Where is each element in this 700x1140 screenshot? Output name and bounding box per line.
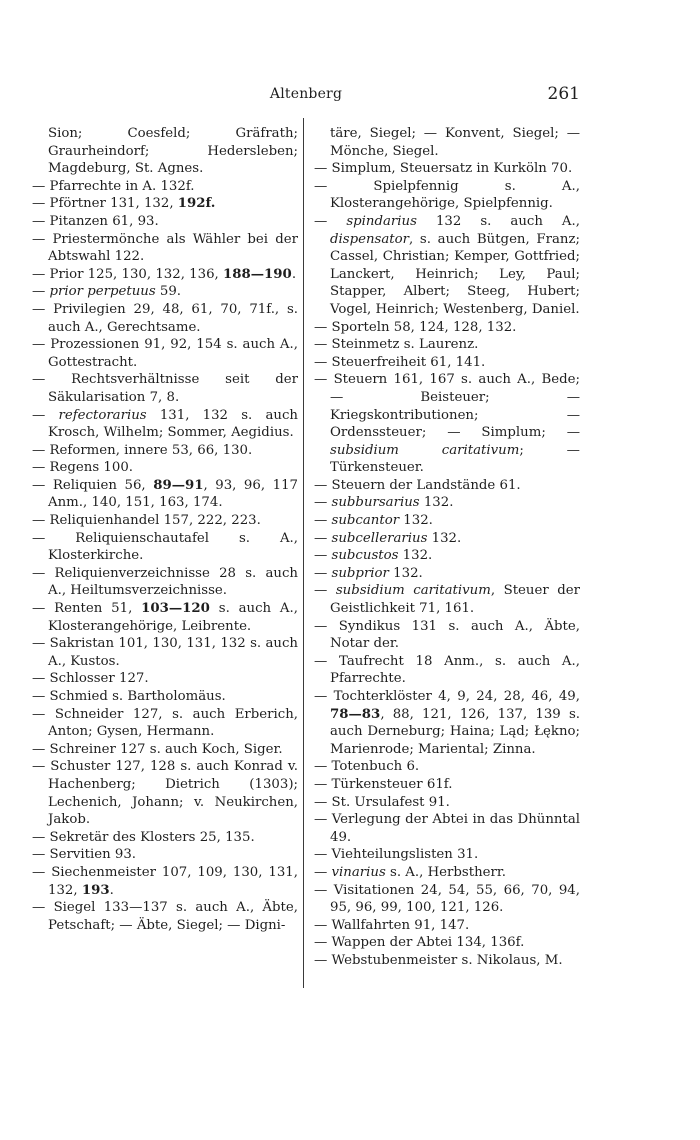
- entry-text: — Sakristan 101, 130, 131, 132 s. auch A., Kustos.: [32, 636, 298, 669]
- index-entry: [32, 301, 298, 336]
- entry-text: — Schreiner 127 s. auch Koch, Siger.: [32, 741, 283, 757]
- entry-text: — Siechenmeister 107, 109, 130, 131, 132,: [32, 864, 298, 898]
- entry-text: — Prior 125, 130, 132, 136,: [32, 266, 223, 282]
- page-header: [32, 86, 580, 110]
- index-entry: [314, 776, 580, 794]
- index-entry: [314, 653, 580, 688]
- latin-term: dispensator: [330, 231, 409, 247]
- index-entry: [32, 706, 298, 741]
- bold-page-ref: 192f.: [177, 196, 216, 212]
- entry-text: — Türkensteuer 61f.: [314, 776, 453, 792]
- index-entry: [32, 530, 298, 565]
- index-entry: [32, 178, 298, 196]
- entry-text: , 88, 121, 126, 137, 139 s. auch Derneburg; Haina; Ląd; Łękno; Marienrode; Mariental; Zinna.: [330, 706, 580, 757]
- entry-text: — Wappen der Abtei 134, 136f.: [314, 935, 525, 951]
- entry-text: — Viehteilungslisten 31.: [314, 847, 479, 863]
- entry-text: — Taufrecht 18 Anm., s. auch A., Pfarrechte.: [314, 653, 580, 687]
- entry-text: — Siegel 133—137 s. auch A., Äbte, Petschaft; — Äbte, Siegel; — Digni-: [32, 900, 298, 933]
- entry-text: täre, Siegel; — Konvent, Siegel; — Mönche, Siegel.: [330, 126, 580, 159]
- entry-text: — Syndikus 131 s. auch A., Äbte, Notar der.: [314, 618, 580, 652]
- entry-text: —: [314, 864, 332, 880]
- index-entry: [314, 758, 580, 776]
- bold-page-ref: 89—91: [153, 477, 204, 493]
- index-entry: [314, 512, 580, 530]
- entry-text: — Servitien 93.: [32, 847, 137, 863]
- entry-text: — Schmied s. Bartholomäus.: [32, 689, 226, 704]
- entry-text: , Steuer der Geistlichkeit 71, 161.: [330, 583, 580, 617]
- bold-page-ref: 188—190: [223, 266, 292, 282]
- index-entry: [314, 688, 580, 758]
- entry-text: 132.: [419, 495, 454, 511]
- index-entry: [32, 231, 298, 266]
- latin-term: subbursarius: [331, 495, 420, 511]
- entry-text: —: [314, 530, 332, 546]
- index-entry: [32, 442, 298, 460]
- index-entry: [314, 582, 580, 617]
- entry-text: —: [314, 565, 332, 581]
- index-entry: [32, 864, 298, 899]
- index-columns: [32, 125, 580, 970]
- entry-text: —: [314, 548, 332, 564]
- index-entry: [314, 618, 580, 653]
- index-entry: [32, 477, 298, 512]
- index-entry: [314, 794, 580, 812]
- right-column: [314, 125, 580, 970]
- entry-text: — Steuern der Landstände 61.: [314, 477, 521, 493]
- entry-text: 59.: [155, 284, 182, 300]
- index-entry: [314, 319, 580, 337]
- entry-text: — Tochterklöster 4, 9, 24, 28, 46, 49,: [314, 689, 580, 704]
- entry-text: — Simplum, Steuersatz in Kurköln 70.: [314, 161, 573, 177]
- latin-term: subsidium caritativum: [335, 583, 491, 599]
- index-entry: [32, 565, 298, 600]
- entry-text: — Priestermönche als Wähler bei der Abtswahl 122.: [32, 231, 298, 265]
- entry-text: — Pfarrechte in A. 132f.: [32, 178, 195, 194]
- entry-text: — Schuster 127, 128 s. auch Konrad v. Hachenberg; Dietrich (1303); Lechenich, Johann; v. Neukirchen, Jakob.: [32, 759, 298, 828]
- index-entry: [314, 565, 580, 583]
- index-entry: [314, 336, 580, 354]
- latin-term: refectorarius: [58, 407, 147, 423]
- entry-text: — Spielpfennig s. A., Klosterangehörige, Spielpfennig.: [314, 178, 580, 212]
- index-entry: [32, 213, 298, 231]
- entry-text: —: [314, 583, 336, 599]
- entry-text: — Rechtsverhältnisse seit der Säkularisation 7, 8.: [32, 372, 298, 405]
- entry-text: — Webstubenmeister s. Nikolaus, M.: [314, 952, 563, 968]
- entry-text: — Pitanzen 61, 93.: [32, 213, 159, 229]
- index-entry: [32, 688, 298, 706]
- entry-text: — Prozessionen 91, 92, 154 s. auch A., Gottestracht.: [32, 337, 298, 370]
- entry-text: — Wallfahrten 91, 147.: [314, 917, 470, 933]
- entry-text: — Sekretär des Klosters 25, 135.: [32, 829, 255, 845]
- entry-text: s. auch A., Klosterangehörige, Leibrente.: [48, 601, 298, 634]
- index-entry: [32, 512, 298, 530]
- entry-text: — Steuerfreiheit 61, 141.: [314, 354, 486, 370]
- entry-text: 132.: [398, 548, 433, 564]
- entry-text: , 93, 96, 117 Anm., 140, 151, 163, 174.: [48, 477, 298, 511]
- entry-text: — Verlegung der Abtei in das Dhünntal 49.: [314, 812, 580, 845]
- entry-text: Sion; Coesfeld; Gräfrath; Graurheindorf; Hedersleben; Magdeburg, St. Agnes.: [48, 126, 298, 177]
- index-entry: [314, 530, 580, 548]
- index-entry: [32, 195, 298, 213]
- page-number: 261: [547, 84, 580, 104]
- index-entry: [314, 846, 580, 864]
- latin-term: subcantor: [331, 513, 400, 529]
- index-entry: [32, 336, 298, 371]
- entry-text: — Pförtner 131, 132,: [32, 196, 178, 212]
- index-entry: [32, 407, 298, 442]
- entry-text: 132 s. auch A.,: [416, 213, 580, 229]
- entry-text: — Steinmetz s. Laurenz.: [314, 337, 479, 353]
- entry-text: .: [109, 882, 114, 898]
- entry-text: — Visitationen 24, 54, 55, 66, 70, 94, 95, 96, 99, 100, 121, 126.: [314, 882, 580, 916]
- index-entry: [32, 266, 298, 284]
- index-entry: [314, 213, 580, 319]
- bold-page-ref: 103—120: [141, 601, 210, 617]
- entry-text: — Reliquienhandel 157, 222, 223.: [32, 513, 261, 529]
- latin-term: subcustos: [331, 548, 399, 564]
- index-entry: [314, 934, 580, 952]
- bold-page-ref: 78—83: [330, 706, 381, 722]
- entry-text: , s. auch Bütgen, Franz; Cassel, Christian; Kemper, Gottfried; Lanckert, Heinrich; Ley, Paul; Stapper, Albert; Steeg, Hubert; Vogel, Heinrich; Westenberg, Daniel.: [330, 231, 580, 317]
- index-entry: [314, 125, 580, 160]
- entry-text: .: [291, 266, 297, 282]
- index-entry: [314, 477, 580, 495]
- entry-text: — Regens 100.: [32, 460, 134, 476]
- index-entry: [32, 899, 298, 934]
- entry-text: — St. Ursulafest 91.: [314, 794, 450, 810]
- entry-text: —: [314, 513, 332, 529]
- index-entry: [32, 371, 298, 406]
- entry-text: — Reformen, innere 53, 66, 130.: [32, 442, 253, 458]
- entry-text: — Renten 51,: [32, 601, 142, 617]
- entry-text: — Privilegien 29, 48, 61, 70, 71f., s. auch A., Gerechtsame.: [32, 301, 298, 335]
- left-column: [32, 125, 298, 970]
- latin-term: vinarius: [331, 864, 386, 880]
- entry-text: — Schlosser 127.: [32, 671, 149, 687]
- entry-text: — Reliquienverzeichnisse 28 s. auch A., Heiltumsverzeichnisse.: [32, 565, 298, 599]
- index-entry: [314, 811, 580, 846]
- index-entry: [32, 846, 298, 864]
- index-entry: [314, 547, 580, 565]
- entry-text: — Sporteln 58, 124, 128, 132.: [314, 319, 517, 335]
- entry-text: — Reliquienschautafel s. A., Klosterkirche.: [32, 530, 298, 564]
- latin-term: prior perpetuus: [49, 284, 156, 300]
- entry-text: 132.: [388, 565, 423, 581]
- index-entry: [32, 125, 298, 178]
- index-entry: [32, 635, 298, 670]
- entry-text: —: [32, 284, 50, 300]
- entry-text: 131, 132 s. auch Krosch, Wilhelm; Sommer, Aegidius.: [48, 407, 298, 441]
- entry-text: — Totenbuch 6.: [314, 759, 420, 775]
- index-entry: [32, 829, 298, 847]
- entry-text: —: [314, 213, 347, 229]
- entry-text: —: [32, 407, 59, 423]
- index-entry: [314, 160, 580, 178]
- index-entry: [314, 178, 580, 213]
- index-entry: [314, 864, 580, 882]
- entry-text: — Schneider 127, s. auch Erberich, Anton; Gysen, Hermann.: [32, 706, 298, 740]
- index-entry: [32, 459, 298, 477]
- index-entry: [32, 758, 298, 828]
- index-entry: [314, 354, 580, 372]
- index-entry: [314, 371, 580, 477]
- index-entry: [314, 882, 580, 917]
- entry-text: s. A., Herbstherr.: [385, 864, 506, 880]
- index-entry: [32, 741, 298, 759]
- index-entry: [32, 670, 298, 688]
- entry-text: — Reliquien 56,: [32, 477, 154, 493]
- entry-text: 132.: [427, 530, 462, 546]
- index-entry: [32, 600, 298, 635]
- index-entry: [314, 952, 580, 970]
- latin-term: subsidium caritativum: [330, 442, 520, 458]
- entry-text: — Steuern 161, 167 s. auch A., Bede; — Beisteuer; — Kriegskontributionen; — Ordenssteuer; — Simplum; —: [314, 372, 580, 441]
- latin-term: subcellerarius: [331, 530, 428, 546]
- running-head: Altenberg: [269, 86, 343, 102]
- index-entry: [314, 917, 580, 935]
- index-entry: [314, 494, 580, 512]
- bold-page-ref: 193: [81, 882, 110, 898]
- entry-text: 132.: [399, 513, 433, 529]
- entry-text: ; — Türkensteuer.: [330, 442, 580, 476]
- latin-term: subprior: [331, 565, 389, 581]
- latin-term: spindarius: [346, 213, 417, 229]
- index-entry: [32, 283, 298, 301]
- entry-text: —: [314, 495, 332, 511]
